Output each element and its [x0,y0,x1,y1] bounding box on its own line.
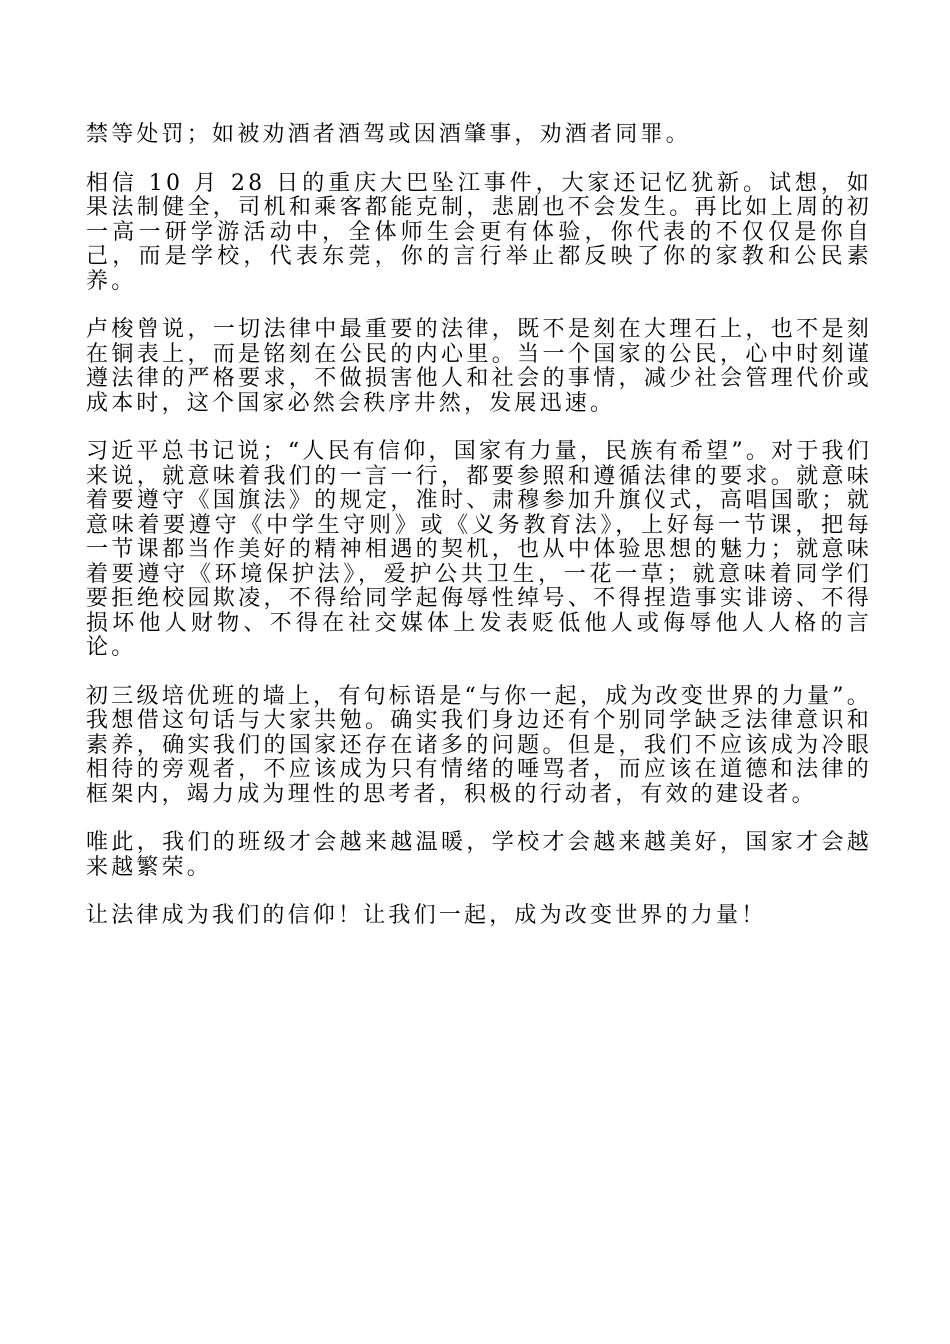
paragraph-conclusion: 唯此，我们的班级才会越来越温暖，学校才会越来越美好，国家才会越来越繁荣。 [86,830,872,880]
paragraph-chongqing-bus: 相信 10 月 28 日的重庆大巴坠江事件，大家还记忆犹新。试想，如果法制健全，司机和乘客都能克制，悲剧也不会发生。再比如上周的初一高一研学游活动中，全体师生会更有体验，你代表的不仅仅是你自己，而是学校，代表东莞，你的言行举止都反映了你的家教和公民素养。 [86,170,872,294]
paragraph-closing-call: 让法律成为我们的信仰！让我们一起，成为改变世界的力量！ [86,903,767,928]
paragraph-penalty: 禁等处罚；如被劝酒者酒驾或因酒肇事，劝酒者同罪。 [86,122,691,147]
paragraph-xi-quote: 习近平总书记说；“人民有信仰，国家有力量，民族有希望”。对于我们来说，就意味着我们的一言一行，都要参照和遵循法律的要求。就意味着要遵守《国旗法》的规定，准时、肃穆参加升旗仪式，高唱国歌；就意味着要遵守《中学生守则》或《义务教育法》，上好每一节课，把每一节课都当作美好的精神相遇的契机，也从中体验思想的魅力；就意味着要遵守《环境保护法》，爱护公共卫生，一花一草；就意味着同学们要拒绝校园欺凌，不得给同学起侮辱性绰号、不得捏造事实诽谤、不得损坏他人财物、不得在社交媒体上发表贬低他人或侮辱他人人格的言论。 [86,439,872,660]
paragraph-rousseau: 卢梭曾说，一切法律中最重要的法律，既不是刻在大理石上，也不是刻在铜表上，而是铭刻在公民的内心里。当一个国家的公民，心中时刻谨遵法律的严格要求，不做损害他人和社会的事情，减少社会管理代价或成本时，这个国家必然会秩序井然，发展迅速。 [86,317,872,416]
document-body [86,123,872,953]
paragraph-slogan: 初三级培优班的墙上，有句标语是“与你一起，成为改变世界的力量”。我想借这句话与大家共勉。确实我们身边还有个别同学缺乏法律意识和素养，确实我们的国家还存在诸多的问题。但是，我们不应该成为冷眼相待的旁观者，不应该成为只有情绪的唾骂者，而应该在道德和法律的框架内，竭力成为理性的思考者，积极的行动者，有效的建设者。 [86,683,872,807]
